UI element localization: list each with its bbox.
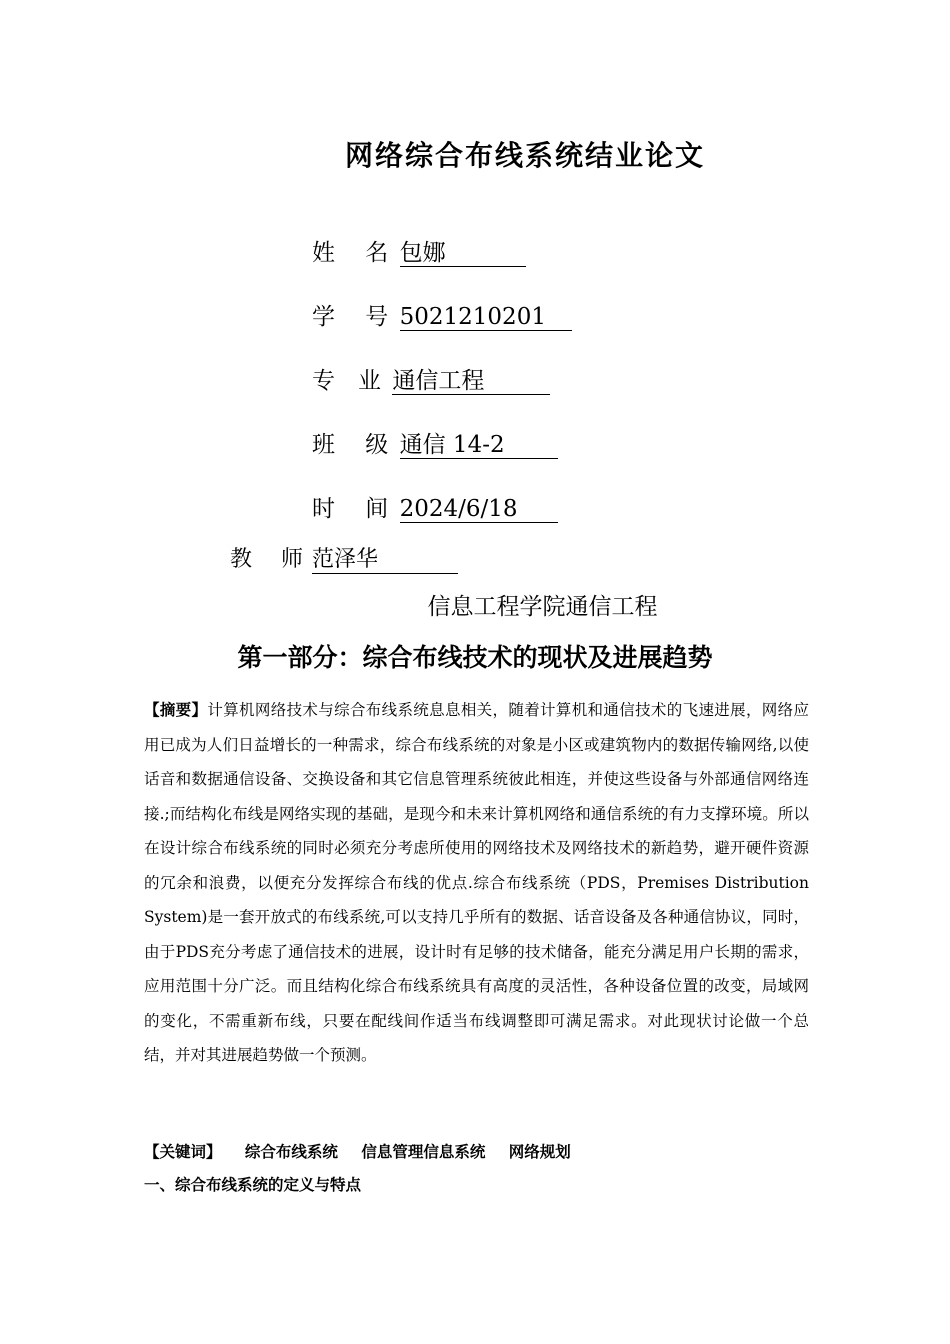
document-title: 网络综合布线系统结业论文 — [344, 139, 705, 172]
keyword-item: 综合布线系统 — [244, 1143, 338, 1161]
section-heading: 一、综合布线系统的定义与特点 — [144, 1176, 362, 1194]
abstract-tag: 【摘要】 — [144, 701, 208, 719]
teacher-value: 范泽华 — [312, 547, 458, 574]
class-row — [312, 426, 558, 459]
name-label: 姓 名 — [312, 240, 389, 266]
teacher-row — [230, 542, 458, 574]
major-label: 专 业 — [312, 368, 381, 394]
student-id-value: 5021210201 — [400, 304, 572, 331]
student-id-label: 学 号 — [312, 304, 389, 330]
name-row — [312, 234, 526, 267]
class-label: 班 级 — [312, 432, 389, 458]
class-value: 通信 14-2 — [400, 432, 558, 459]
keyword-item: 信息管理信息系统 — [361, 1143, 486, 1161]
major-value: 通信工程 — [392, 368, 550, 395]
major-row — [312, 362, 550, 395]
abstract-text: 计算机网络技术与综合布线系统息息相关，随着计算机和通信技术的飞速进展，网络应用已成为人们日益增长的一种需求，综合布线系统的对象是小区或建筑物内的数据传输网络,以使话音和数据通信设备、交换设备和其它信息管理系统彼此相连，并使这些设备与外部通信网络连接.;而结构化布线是网络实现的基础，是现今和未来计算机网络和通信系统的有力支撑环境。所以在设计综合布线系统的同时必须充分考虑所使用的网络技术及网络技术的新趋势，避开硬件资源的冗余和浪费，以便充分发挥综合布线的优点.综合布线系统（PDS，Premises Distribution System)是一套开放式的布线系统,可以支持几乎所有的数据、话音设备及各种通信协议，同时，由于PDS充分考虑了通信技术的进展，设计时有足够的技术储备，能充分满足用户长期的需求，应用范围十分广泛。而且结构化综合布线系统具有高度的灵活性，各种设备位置的改变，局域网的变化，不需重新布线，只要在配线间作适当布线调整即可满足需求。对此现状讨论做一个总结，并对其进展趋势做一个预测。 — [144, 701, 809, 1064]
date-row — [312, 490, 564, 523]
date-label: 时 间 — [312, 496, 389, 522]
student-id-row — [312, 298, 572, 331]
teacher-label: 教 师 — [230, 547, 303, 572]
school-name: 信息工程学院通信工程 — [427, 594, 658, 620]
abstract-paragraph — [144, 693, 809, 1073]
date-value: 2024/6/18 — [399, 496, 564, 522]
keyword-item: 网络规划 — [508, 1143, 571, 1161]
name-value: 包娜 — [400, 240, 526, 267]
keywords-tag: 【关键词】 — [144, 1143, 222, 1161]
part-one-heading: 第一部分：综合布线技术的现状及进展趋势 — [237, 643, 713, 672]
keywords-line — [144, 1140, 589, 1162]
